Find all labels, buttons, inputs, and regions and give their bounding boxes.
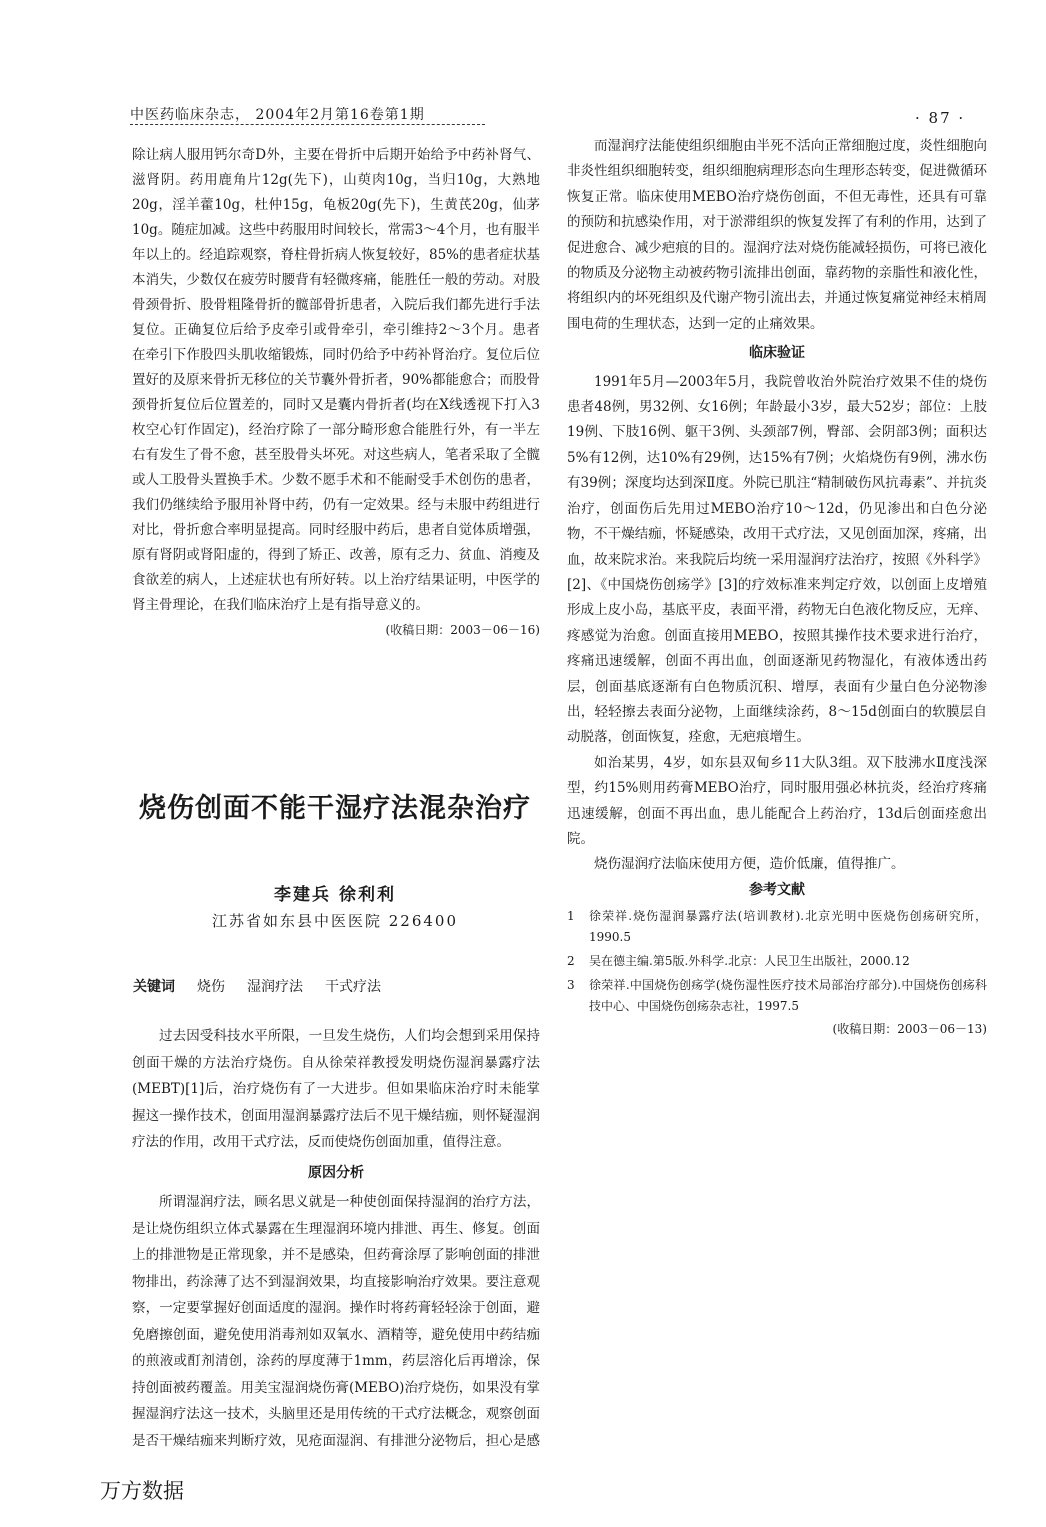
page-number: · 87 ·	[915, 109, 966, 127]
keyword: 干式疗法	[325, 979, 381, 995]
causes-paragraph: 所谓湿润疗法，顾名思义就是一种使创面保持湿润的治疗方法，是让烧伤组织立体式暴露在生理湿润环境内排泄、再生、修复。创面上的排泄物是正常现象，并不是感染，但药膏涂厚了影响创面的排泄物排出，药涂薄了达不到湿润效果，均直接影响治疗效果。要注意观察，一定要掌握好创面适度的湿润。操作时将药膏轻轻涂于创面，避免磨擦创面，避免使用消毒剂如双氧水、酒精等，避免使用中药结痂的煎液或酊剂清创，涂药的厚度薄于1mm，药层溶化后再增涂，保持创面被药覆盖。用美宝湿润烧伤膏(MEBO)治疗烧伤，如果没有掌握湿润疗法这一技术，头脑里还是用传统的干式疗法概念，观察创面是否干燥结痂来判断疗效，见疮面湿润、有排泄分泌物后，担心是感	[132, 1194, 540, 1449]
reference-item: 1 徐荣祥.烧伤湿润暴露疗法(培训教材).北京光明中医烧伤创疡研究所，1990.5	[567, 909, 987, 945]
reference-item: 2 吴在德主编.第5版.外科学.北京：人民卫生出版社，2000.12	[567, 954, 910, 969]
section-heading-clinical: 临床验证	[749, 345, 805, 362]
mechanism-paragraph: 而湿润疗法能使组织细胞由半死不活向正常细胞过度，炎性细胞向非炎性组织细胞转变，组织细胞病理形态向生理形态转变，促进微循环恢复正常。临床使用MEBO治疗烧伤创面，不但无毒性，还具有可靠的预防和抗感染作用，对于淤滞组织的恢复发挥了有利的作用，达到了促进愈合、减少疤痕的目的。湿润疗法对烧伤能减轻损伤，可将已液化的物质及分泌物主动被药物引流排出创面，靠药物的亲脂性和液化性，将组织内的坏死组织及代谢产物引流出去，并通过恢复痛觉神经末梢周围电荷的生理状态，达到一定的止痛效果。	[567, 138, 987, 332]
clinical-paragraph: 1991年5月—2003年5月，我院曾收治外院治疗效果不佳的烧伤患者48例，男32例、女16例；年龄最小3岁，最大52岁；部位：上肢19例、下肢16例、躯干3例、头颈部7例，臀部、会阴部3例；面积达5%有12例，达10%有29例，达15%有7例；火焰烧伤有9例，沸水伤有39例；深度均达到深Ⅱ度。外院已肌注“精制破伤风抗毒素”、并抗炎治疗，创面伤后先用过MEBO治疗10～12d，仍见渗出和白色分泌物，不干燥结痂，怀疑感染，改用干式疗法，又见创面加深，疼痛，出血，故来院求治。来我院后均统一采用湿润疗法治疗，按照《外科学》[2]、《中国烧伤创疡学》[3]的疗效标准来判定疗效，以创面上皮增殖形成上皮小岛，基底平皮，表面平滑，药物无白色液化物反应，无痒、疼感觉为治愈。创面直接用MEBO，按照其操作技术要求进行治疗，疼痛迅速缓解，创面不再出血，创面逐渐见药物湿化，有液体透出药层，创面基底逐渐有白色物质沉积、增厚，表面有少量白色分泌物渗出，轻轻擦去表面分泌物，上面继续涂药，8～15d创面白的软膜层自动脱落，创面恢复，痊愈，无疤痕增生。	[567, 373, 987, 746]
conclusion-paragraph: 烧伤湿润疗法临床使用方便，造价低廉，值得推广。	[594, 856, 905, 873]
case-paragraph: 如治某男，4岁，如东县双甸乡11大队3组。双下肢沸水Ⅱ度浅深型，约15%则用药膏MEBO治疗，同时服用强必林抗炎，经治疗疼痛迅速缓解，创面不再出血，患儿能配合上药治疗，13d后创面痊愈出院。	[567, 754, 987, 847]
article-affiliation: 江苏省如东县中医医院 226400	[211, 912, 459, 930]
keyword: 烧伤	[197, 979, 225, 995]
keywords	[133, 976, 403, 996]
references-heading: 参考文献	[749, 881, 805, 898]
article-body-left	[132, 1023, 540, 1452]
header-rule	[130, 124, 485, 125]
section-heading-causes: 原因分析	[308, 1164, 364, 1181]
watermark-text: 万方数据	[100, 1479, 184, 1503]
keyword: 湿润疗法	[247, 979, 303, 995]
keywords-label: 关键词	[133, 979, 175, 995]
journal-header: 中医药临床杂志， 2004年2月第16卷第1期	[130, 107, 425, 123]
article-body-right	[567, 130, 987, 1043]
reference-item: 3 徐荣祥.中国烧伤创疡学(烧伤湿性医疗技术局部治疗部分).中国烧伤创疡科技中心、中国烧伤创疡杂志社，1997.5	[567, 978, 987, 1014]
previous-article-received-date: (收稿日期：2003－06－16)	[385, 623, 540, 637]
previous-article-paragraph: 除让病人服用钙尔奇D外，主要在骨折中后期开始给予中药补肾气、滋肾阴。药用鹿角片12g(先下)，山萸肉10g，当归10g，大熟地20g，淫羊藿10g，杜仲15g，龟板20g(先下)，生黄芪20g，仙茅10g。随症加减。这些中药服用时间较长，常需3～4个月，也有服半年以上的。经追踪观察，脊柱骨折病人恢复较好，85%的患者症状基本消失，少数仅在疲劳时腰背有轻微疼痛，能胜任一般的劳动。对股骨颈骨折、股骨粗隆骨折的髋部骨折患者，入院后我们都先进行手法复位。正确复位后给予皮牵引或骨牵引，牵引维持2～3个月。患者在牵引下作股四头肌收缩锻炼，同时仍给予中药补肾治疗。复位后位置好的及原来骨折无移位的关节囊外骨折者，90%都能愈合；而股骨颈骨折复位后位置差的，同时又是囊内骨折者(均在X线透视下打入3枚空心钉作固定)，经治疗除了一部分畸形愈合能胜行外，有一半左右有发生了骨不愈，甚至股骨头坏死。对这些病人，笔者采取了全髋或人工股骨头置换手术。少数不愿手术和不能耐受手术创伤的患者，我们仍继续给予服用补肾中药，仍有一定效果。经与未服中药组进行对比，骨折愈合率明显提高。同时经服中药后，患者自觉体质增强，原有肾阴或肾阳虚的，得到了矫正、改善，原有乏力、贫血、消瘦及食欲差的病人，上述症状也有所好转。以上治疗结果证明，中医学的肾主骨理论，在我们临床治疗上是有指导意义的。	[132, 147, 541, 613]
article-authors: 李建兵 徐利利	[274, 885, 396, 905]
intro-paragraph: 过去因受科技水平所限，一旦发生烧伤，人们均会想到采用保持创面干燥的方法治疗烧伤。自从徐荣祥教授发明烧伤湿润暴露疗法(MEBT)[1]后，治疗烧伤有了一大进步。但如果临床治疗时未能掌握这一操作技术，创面用湿润暴露疗法后不见干燥结痂，则怀疑湿润疗法的作用，改用干式疗法，反而使烧伤创面加重，值得注意。	[132, 1028, 540, 1150]
article-received-date: (收稿日期：2003－06－13)	[832, 1022, 987, 1037]
article-title: 烧伤创面不能干湿疗法混杂治疗	[139, 793, 531, 824]
previous-article-continuation	[132, 143, 540, 643]
